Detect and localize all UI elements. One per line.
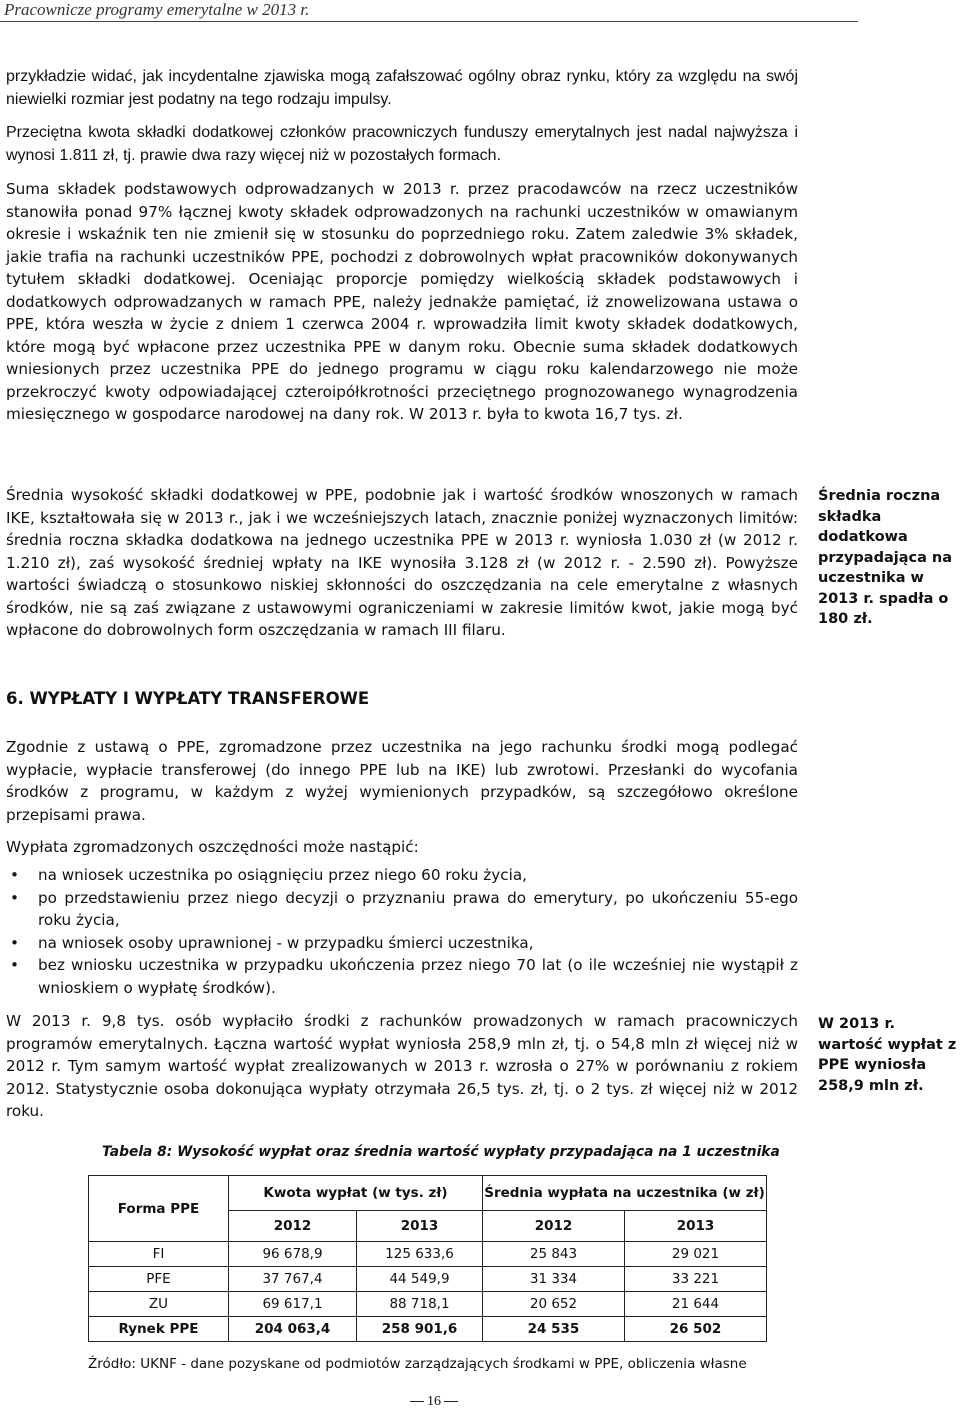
table-cell: 26 502: [625, 1317, 767, 1342]
page-number-dash-right: [444, 1401, 458, 1402]
table-cell: ZU: [89, 1292, 229, 1317]
table-header-cell: Forma PPE: [89, 1176, 229, 1242]
table-cell: PFE: [89, 1267, 229, 1292]
table-cell: 96 678,9: [229, 1242, 357, 1267]
list-item: [6, 864, 798, 887]
table-cell: 21 644: [625, 1292, 767, 1317]
paragraph-5: Zgodnie z ustawą o PPE, zgromadzone przez uczestnika na jego rachunku środki mogą podlegać wypłacie, wypłacie transferowej (do innego PPE lub na IKE) lub zwrotowi. Przesłanki do wycofania środków z programu, w każdym z wyżej wymienionych przypadków, są szczegółowo określone przepisami prawa.: [6, 738, 798, 824]
table-cell: FI: [89, 1242, 229, 1267]
table-cell: 37 767,4: [229, 1267, 357, 1292]
bullet-icon: •: [10, 933, 19, 952]
paragraph-7: W 2013 r. 9,8 tys. osób wypłaciło środki z rachunków prowadzonych w ramach pracowniczych programów emerytalnych. Łączna wartość wypłat wyniosła 258,9 mln zł, tj. o 54,8 mln zł więcej niż w 2012 r. Tym samym wartość wypłat zrealizowanych w 2013 r. wzrosła o 27% w porównaniu z rokiem 2012. Statystycznie osoba dokonująca wypłaty otrzymała 26,5 tys. zł, tj. o 2 tys. zł więcej niż w 2012 roku.: [6, 1012, 798, 1120]
list-item-text: na wniosek uczestnika po osiągnięciu przez niego 60 roku życia,: [38, 866, 527, 884]
table-header-cell: Kwota wypłat (w tys. zł): [229, 1176, 483, 1211]
paragraph-1: przykładzie widać, jak incydentalne zjawiska mogą zafałszować ogólny obraz rynku, który za względu na swój niewielki rozmiar jest podatny na tego rodzaju impulsy.: [6, 68, 798, 108]
sidenote-2: W 2013 r. wartość wypłat z PPE wyniosła 258,9 mln zł.: [818, 1016, 957, 1094]
page-number-value: 16: [427, 1394, 441, 1409]
paragraph-3: Suma składek podstawowych odprowadzanych w 2013 r. przez pracodawców na rzecz uczestników stanowiła ponad 97% łącznej kwoty składek odprowadzonych na rachunki uczestników w omawianym okresie i wskaźnik ten nie zmienił się w stosunku do poprzedniego roku. Zatem zaledwie 3% składek, jakie trafia na rachunki uczestników PPE, pochodzi z dobrowolnych wpłat pracowników dokonywanych tytułem składki dodatkowej. Oceniając proporcje pomiędzy wielkością składek podstawowych i dodatkowych odprowadzanych w ramach PPE, należy jednakże pamiętać, iż znowelizowana ustawa o PPE, która weszła w życie z dniem 1 czerwca 2004 r. wprowadziła limit kwoty składek dodatkowych, które mogą być wpłacone przez uczestnika PPE w danym roku. Obecnie suma składek dodatkowych wniesionych przez uczestnika PPE do jednego programu w ciągu roku kalendarzowego nie może przekroczyć kwoty odpowiadającej czteroipółkrotności przeciętnego prognozowanego wynagrodzenia miesięcznego w gospodarce narodowej na dany rok. W 2013 r. była to kwota 16,7 tys. zł.: [6, 180, 798, 423]
bullet-list: [6, 864, 798, 999]
list-item-text: bez wniosku uczestnika w przypadku ukończenia przez niego 70 lat (o ile wcześniej nie wystąpił z wnioskiem o wypłatę środków).: [38, 956, 798, 997]
table-source-note: Źródło: UKNF - dane pozyskane od podmiotów zarządzających środkami w PPE, obliczenia własne: [88, 1356, 747, 1372]
list-item: [6, 954, 798, 999]
table-header-cell: 2012: [483, 1211, 625, 1242]
list-item-text: na wniosek osoby uprawnionej - w przypadku śmierci uczestnika,: [38, 933, 534, 952]
table-caption: Tabela 8: Wysokość wypłat oraz średnia wartość wypłaty przypadająca na 1 uczestnika: [102, 1144, 780, 1160]
section-heading: 6. WYPŁATY I WYPŁATY TRANSFEROWE: [6, 689, 370, 708]
table-header-cell: Średnia wypłata na uczestnika (w zł): [483, 1176, 767, 1211]
bullet-icon: •: [10, 888, 19, 907]
table-cell: 31 334: [483, 1267, 625, 1292]
table-header-cell: 2013: [357, 1211, 483, 1242]
table-row: [89, 1292, 767, 1317]
list-item: [6, 887, 798, 932]
table-cell: 20 652: [483, 1292, 625, 1317]
table-cell: 204 063,4: [229, 1317, 357, 1342]
table-cell: 258 901,6: [357, 1317, 483, 1342]
page-number: [407, 1394, 461, 1410]
table-cell: 44 549,9: [357, 1267, 483, 1292]
list-item: [6, 932, 798, 955]
table-header-cell: 2013: [625, 1211, 767, 1242]
paragraph-2: Przeciętna kwota składki dodatkowej członków pracowniczych funduszy emerytalnych jest nadal najwyższa i wynosi 1.811 zł, tj. prawie dwa razy więcej niż w pozostałych formach.: [6, 124, 798, 164]
table-header-cell: 2012: [229, 1211, 357, 1242]
table-cell: 29 021: [625, 1242, 767, 1267]
sidenote-1: Średnia roczna składka dodatkowa przypadająca na uczestnika w 2013 r. spadła o 180 zł.: [818, 488, 953, 627]
table-cell: 69 617,1: [229, 1292, 357, 1317]
table-header-row: [89, 1176, 767, 1211]
table-row: [89, 1242, 767, 1267]
data-table: [88, 1175, 767, 1342]
table-cell: 24 535: [483, 1317, 625, 1342]
list-item-text: po przedstawieniu przez niego decyzji o przyznaniu prawa do emerytury, po ukończeniu 55-ego roku życia,: [38, 888, 798, 929]
header-rule: [0, 21, 858, 22]
paragraph-4: Średnia wysokość składki dodatkowej w PPE, podobnie jak i wartość środków wnoszonych w ramach IKE, kształtowała się w 2013 r., jak i we wcześniejszych latach, znacznie poniżej wyznaczonych limitów: średnia roczna składka dodatkowa na jednego uczestnika PPE w 2013 r. wyniosła 1.030 zł (w 2012 r. 1.210 zł), zaś wysokość średniej wpłaty na IKE wynosiła 3.128 zł (w 2012 r. - 2.590 zł). Powyższe wartości świadczą o stosunkowo niskiej skłonności do oszczędzania na cele emerytalne z własnych środków, nie są zaś związane z ustawowymi ograniczeniami w zakresie limitów kwot, jakie mogą być wpłacone do dobrowolnych form oszczędzania w ramach III filaru.: [6, 486, 798, 639]
table-cell: 33 221: [625, 1267, 767, 1292]
table-cell: 125 633,6: [357, 1242, 483, 1267]
bullet-icon: •: [10, 866, 19, 884]
table-cell: 88 718,1: [357, 1292, 483, 1317]
page-number-dash-left: [410, 1401, 424, 1402]
bullet-icon: •: [10, 956, 19, 974]
table-cell: 25 843: [483, 1242, 625, 1267]
table-row: [89, 1267, 767, 1292]
paragraph-6: Wypłata zgromadzonych oszczędności może nastąpić:: [6, 838, 419, 856]
running-header-title: Pracownicze programy emerytalne w 2013 r.: [4, 0, 310, 19]
table-cell: Rynek PPE: [89, 1317, 229, 1342]
table-row-total: [89, 1317, 767, 1342]
